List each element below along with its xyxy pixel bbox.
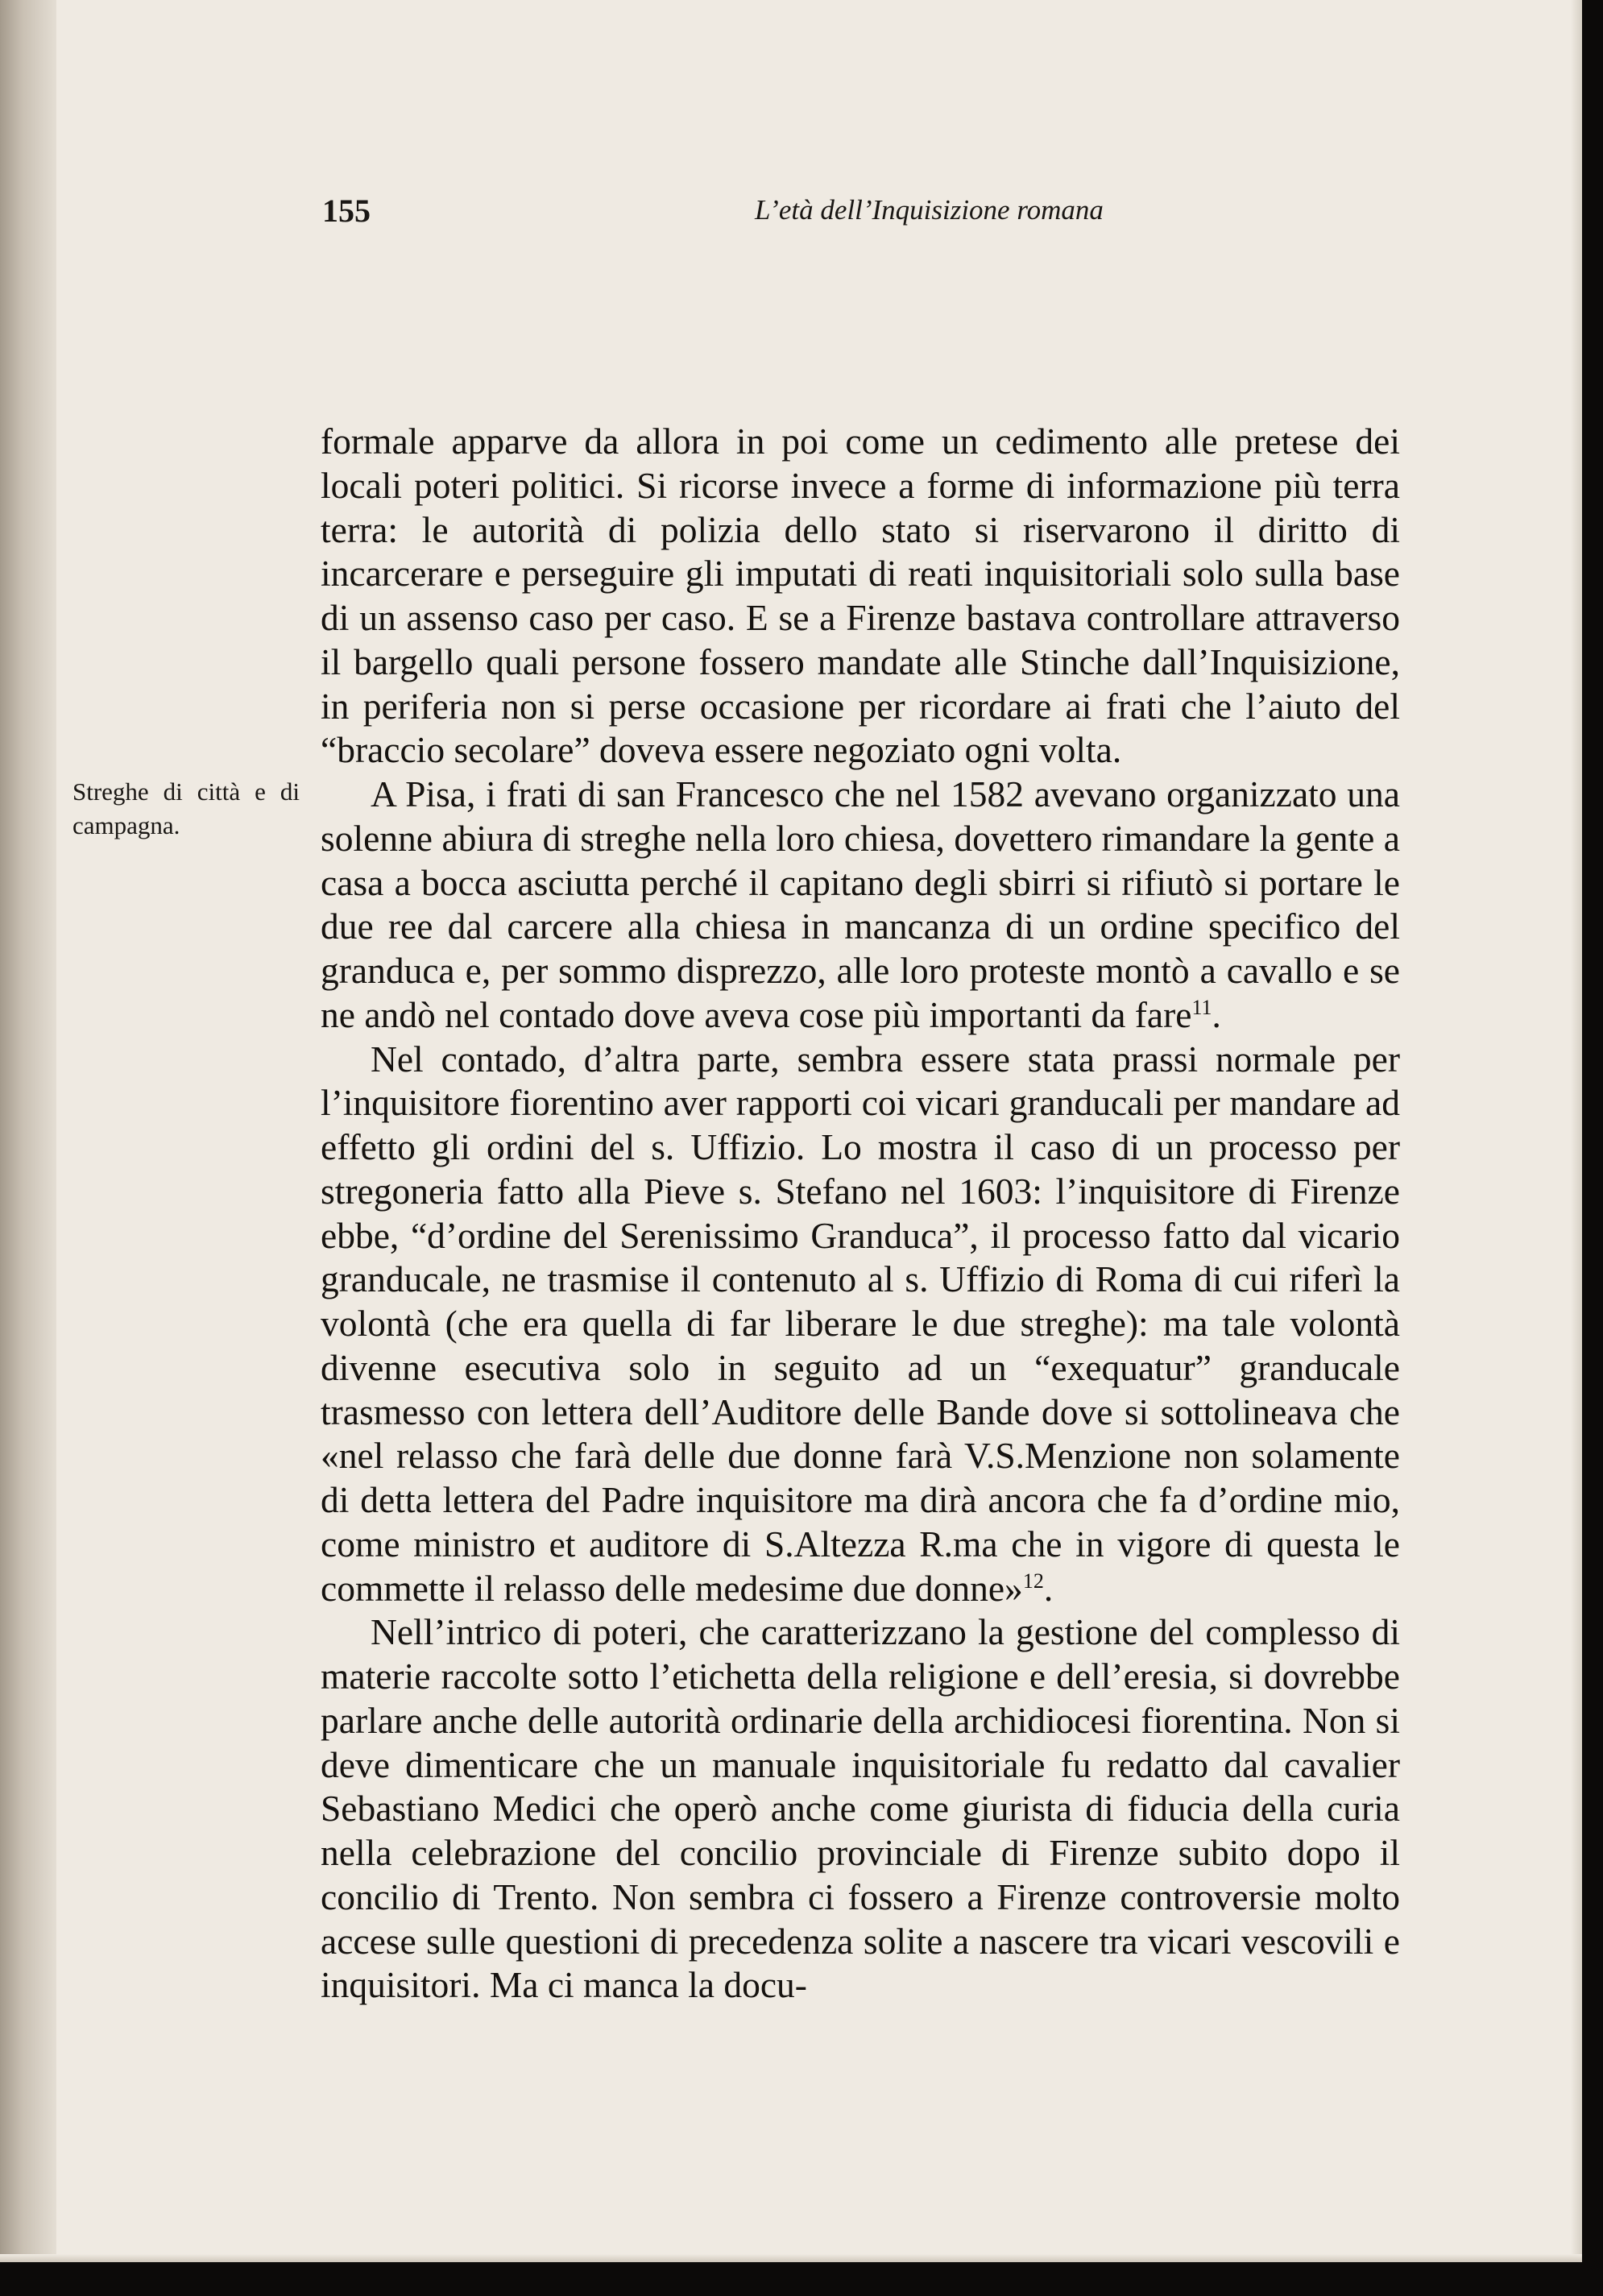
paragraph-text: A Pisa, i frati di san Francesco che nel 1582 avevano organizzato una solenne abiura di streghe nella loro chiesa, dovettero rimandare la gente a casa a bocca asciutta perché il capitano degli sbirri si rifiutò si portare le due ree dal carcere alla chiesa in mancanza di un ordine specifico del granduca e, per sommo disprezzo, alle loro proteste montò a cavallo e se ne andò nel contado dove aveva cose più importanti da fare <box>321 773 1400 1035</box>
margin-note: Streghe di città e di campagna. <box>72 777 300 839</box>
paragraph <box>321 420 1400 773</box>
running-title: L’età dell’Inquisizione romana <box>755 194 1104 226</box>
paragraph <box>321 773 1400 1038</box>
paragraph-text: Nel contado, d’altra parte, sembra essere stata prassi normale per l’inquisitore fiorentino aver rapporti coi vicari granducali per mandare ad effetto gli ordini del s. Uffizio. Lo mostra il caso di un processo per stregoneria fatto alla Pieve s. Stefano nel 1603: l’inquisitore di Firenze ebbe, “d’ordine del Serenissimo Granduca”, il processo fatto dal vicario granducale, ne trasmise il contenuto al s. Uffizio di Roma di cui riferì la volontà (che era quella di far liberare le due streghe): ma tale volontà divenne esecutiva solo in seguito ad un “exequatur” granducale trasmesso con lettera dell’Auditore delle Bande dove si sottolineava che «nel relasso che farà delle due donne farà V.S.Menzione non solamente di detta lettera del Padre inquisitore ma dirà ancora che fa d’ordine mio, come ministro et auditore di S.Altezza R.ma che in vigore di questa le commette il relasso delle medesime due donne» <box>321 1038 1400 1609</box>
paragraph-tail: . <box>1212 993 1221 1035</box>
paragraph-text: formale apparve da allora in poi come un cedimento alle pretese dei locali poteri politici. Si ricorse invece a forme di informazione più terra terra: le autorità di polizia dello stato si riservarono il diritto di incarcerare e perseguire gli imputati di reati inquisitoriali solo sulla base di un assenso caso per caso. E se a Firenze bastava controllare attraverso il bargello quali persone fossero mandate alle Stinche dall’Inquisizione, in periferia non si perse occasione per ricordare ai frati che l’aiuto del “braccio secolare” doveva essere negoziato ogni volta. <box>321 421 1400 771</box>
running-header <box>322 192 1394 240</box>
paragraph <box>321 1610 1400 2008</box>
page-number: 155 <box>322 193 371 229</box>
footnote-ref: 11 <box>1191 995 1212 1019</box>
paragraph-text: Nell’intrico di poteri, che caratterizzano la gestione del complesso di materie raccolte sotto l’etichetta della religione e dell’eresia, si dovrebbe parlare anche delle autorità ordinarie della archidiocesi fiorentina. Non si deve dimenticare che un manuale inquisitoriale fu redatto dal cavalier Sebastiano Medici che operò anche come giurista di fiducia della curia nella celebrazione del concilio provinciale di Firenze subito dopo il concilio di Trento. Non sembra ci fossero a Firenze controversie molto accese sulle questioni di precedenza solite a nascere tra vicari vescovili e inquisitori. Ma ci manca la docu- <box>321 1611 1400 2006</box>
page-bottom-edge <box>0 2254 1582 2262</box>
paragraph-tail: . <box>1043 1567 1054 1609</box>
page-edge <box>1571 0 1582 2262</box>
paragraph <box>321 1038 1400 1611</box>
body-text <box>321 420 1400 2008</box>
book-gutter-shadow <box>0 0 56 2262</box>
footnote-ref: 12 <box>1022 1569 1044 1593</box>
